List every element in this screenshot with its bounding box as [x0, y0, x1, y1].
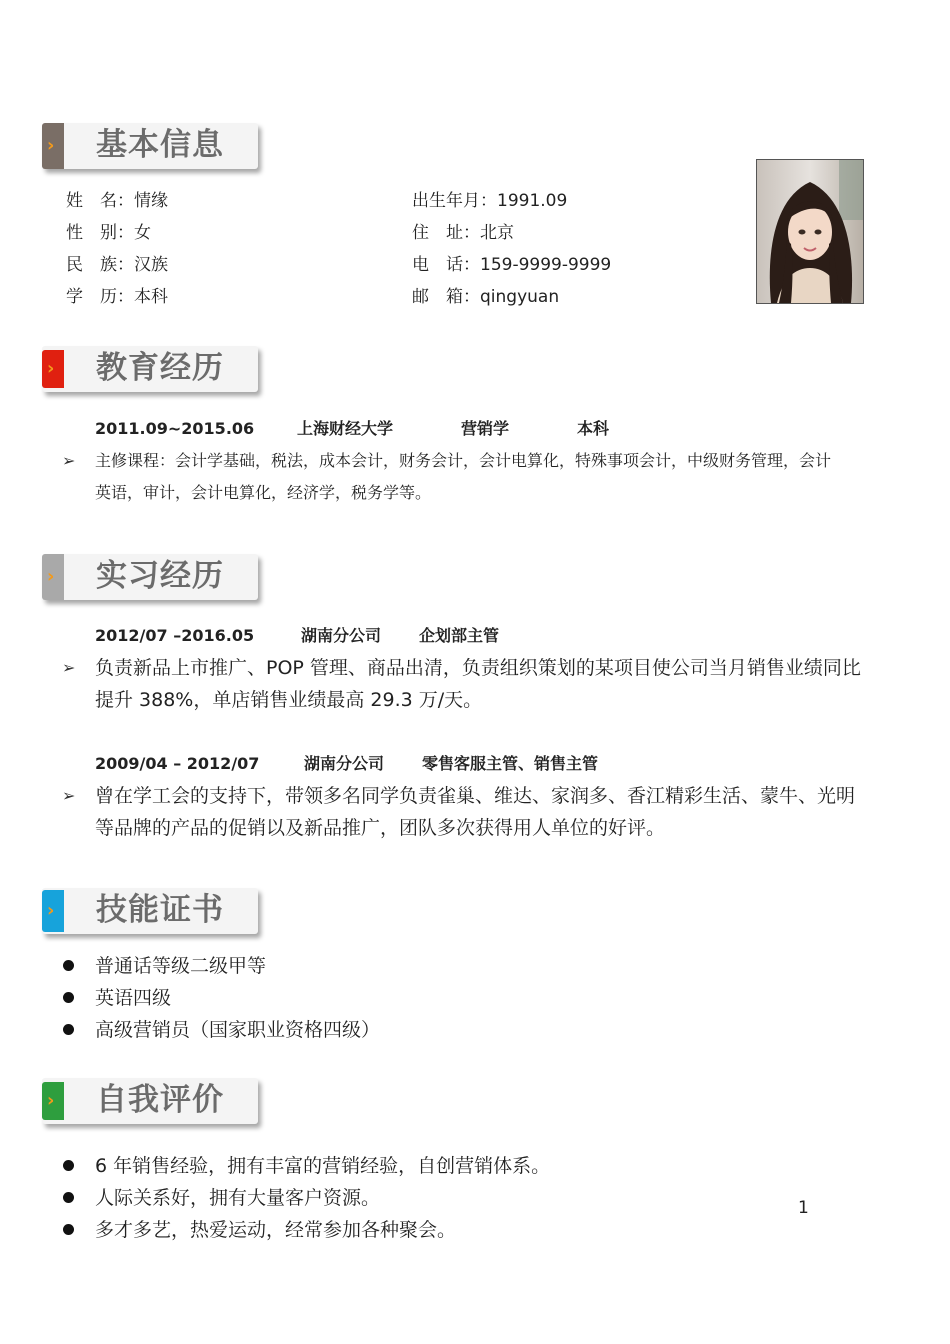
- section-tab: [42, 123, 64, 169]
- section-title-education: 教育经历: [96, 350, 224, 386]
- internship-2-role: 零售客服主管、销售主管: [422, 754, 599, 773]
- email-value: qingyuan: [480, 287, 560, 307]
- degree-label: 学 历：: [66, 287, 134, 307]
- name-row: [66, 190, 168, 212]
- skill-item: 高级营销员（国家职业资格四级）: [95, 1019, 381, 1041]
- chevron-right-icon: ›: [47, 358, 55, 379]
- gender-value: 女: [134, 223, 151, 243]
- education-courses-line2: 英语，审计，会计电算化，经济学，税务学等。: [95, 483, 432, 502]
- ethnicity-row: [66, 254, 168, 276]
- arrow-right-icon: ➢: [62, 786, 76, 805]
- skill-item: 英语四级: [95, 987, 172, 1009]
- birth-value: 1991.09: [497, 191, 568, 211]
- bullet-dot-icon: [63, 1192, 74, 1203]
- skill-item: 普通话等级二级甲等: [95, 955, 267, 977]
- education-school: 上海财经大学: [297, 419, 394, 438]
- section-header-internship: [42, 554, 258, 600]
- name-label: 姓 名：: [66, 191, 134, 211]
- section-tab: [42, 350, 64, 388]
- section-title-basic: 基本信息: [96, 127, 224, 163]
- section-title-skills: 技能证书: [96, 892, 224, 928]
- internship-1-company: 湖南分公司: [301, 626, 382, 645]
- phone-value: 159-9999-9999: [480, 255, 612, 275]
- internship-2-line2: 等品牌的产品的促销以及新品推广，团队多次获得用人单位的好评。: [95, 817, 666, 839]
- profile-photo: [756, 159, 864, 304]
- education-level: 本科: [577, 419, 610, 438]
- bullet-dot-icon: [63, 1224, 74, 1235]
- internship-1-line1: 负责新品上市推广、POP 管理、商品出清，负责组织策划的某项目使公司当月销售业绩同比: [95, 657, 861, 679]
- section-header-basic: [42, 123, 258, 169]
- name-value: 情缘: [134, 191, 168, 211]
- portrait-image: [757, 160, 863, 303]
- internship-1-role: 企划部主管: [419, 626, 500, 645]
- education-period: 2011.09~2015.06: [95, 419, 255, 438]
- ethnicity-label: 民 族：: [66, 255, 134, 275]
- phone-row: [412, 254, 611, 276]
- phone-label: 电 话：: [412, 255, 480, 275]
- section-title-internship: 实习经历: [96, 558, 224, 594]
- internship-1-line2: 提升 388%，单店销售业绩最高 29.3 万/天。: [95, 689, 483, 711]
- education-major: 营销学: [461, 419, 510, 438]
- self-eval-item: 6 年销售经验，拥有丰富的营销经验，自创营销体系。: [95, 1155, 551, 1177]
- page-number: 1: [798, 1198, 809, 1218]
- chevron-right-icon: ›: [47, 1090, 55, 1111]
- degree-value: 本科: [134, 287, 168, 307]
- bullet-dot-icon: [63, 1160, 74, 1171]
- self-eval-item: 多才多艺，热爱运动，经常参加各种聚会。: [95, 1219, 457, 1241]
- internship-2-line1: 曾在学工会的支持下，带领多名同学负责雀巢、维达、家润多、香江精彩生活、蒙牛、光明: [95, 785, 856, 807]
- degree-row: [66, 286, 168, 308]
- address-value: 北京: [480, 223, 514, 243]
- section-tab: [42, 1082, 64, 1120]
- section-tab: [42, 890, 64, 932]
- section-header-skills: [42, 888, 258, 934]
- chevron-right-icon: ›: [47, 900, 55, 921]
- address-row: [412, 222, 514, 244]
- bullet-dot-icon: [63, 992, 74, 1003]
- self-eval-item: 人际关系好，拥有大量客户资源。: [95, 1187, 381, 1209]
- email-label: 邮 箱：: [412, 287, 480, 307]
- email-row: [412, 286, 559, 308]
- birth-row: [412, 190, 567, 212]
- arrow-right-icon: ➢: [62, 658, 76, 677]
- gender-row: [66, 222, 151, 244]
- chevron-right-icon: ›: [47, 566, 55, 587]
- address-label: 住 址：: [412, 223, 480, 243]
- gender-label: 性 别：: [66, 223, 134, 243]
- internship-1-period: 2012/07 –2016.05: [95, 626, 255, 645]
- section-title-self-eval: 自我评价: [96, 1082, 224, 1118]
- internship-2-period: 2009/04 – 2012/07: [95, 754, 260, 773]
- ethnicity-value: 汉族: [134, 255, 168, 275]
- section-tab: [42, 554, 64, 600]
- bullet-dot-icon: [63, 1024, 74, 1035]
- section-header-education: [42, 346, 258, 392]
- internship-2-company: 湖南分公司: [304, 754, 385, 773]
- education-courses-line1: 主修课程：会计学基础，税法，成本会计，财务会计，会计电算化，特殊事项会计，中级财务管理，会计: [95, 451, 832, 470]
- bullet-dot-icon: [63, 960, 74, 971]
- chevron-right-icon: ›: [47, 135, 55, 156]
- arrow-right-icon: ➢: [62, 451, 76, 470]
- birth-label: 出生年月：: [412, 191, 497, 211]
- section-header-self-eval: [42, 1078, 258, 1124]
